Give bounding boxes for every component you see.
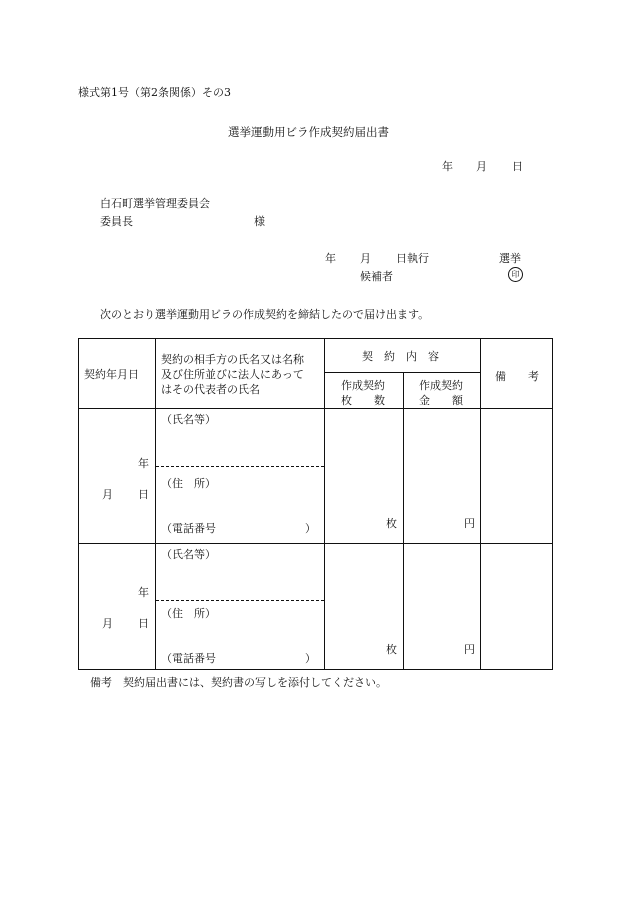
header-date bbox=[79, 339, 156, 409]
row2-remarks bbox=[481, 544, 553, 670]
row1-divider bbox=[156, 466, 324, 467]
table-row bbox=[79, 544, 553, 670]
row2-day: 日 bbox=[138, 617, 149, 630]
footer-note: 備考 契約届出書には、契約書の写しを添付してください。 bbox=[90, 676, 387, 689]
candidate-election: 選挙 bbox=[499, 252, 521, 265]
row1-day: 日 bbox=[138, 488, 149, 501]
header-date-label: 契約年月日 bbox=[84, 368, 139, 381]
row2-name-field: （氏名等） bbox=[161, 548, 216, 561]
row1-remarks bbox=[481, 409, 553, 544]
date-year: 年 bbox=[442, 160, 453, 173]
row2-sheets bbox=[325, 544, 404, 670]
row2-sheets-unit: 枚 bbox=[386, 643, 397, 656]
row1-address-field: （住 所） bbox=[161, 477, 216, 490]
header-party bbox=[156, 339, 325, 409]
row1-name-field: （氏名等） bbox=[161, 413, 216, 426]
row1-amount-unit: 円 bbox=[464, 517, 475, 530]
candidate-month: 月 bbox=[360, 252, 371, 265]
form-id: 様式第1号（第2条関係）その3 bbox=[78, 86, 231, 99]
date-month: 月 bbox=[476, 160, 487, 173]
header-party-line3: はその代表者の氏名 bbox=[161, 383, 260, 396]
row2-month: 月 bbox=[102, 617, 113, 630]
header-contract-label: 契 約 内 容 bbox=[362, 350, 439, 363]
row2-year: 年 bbox=[138, 586, 149, 599]
header-remarks-label: 備 考 bbox=[495, 370, 539, 383]
row1-party bbox=[156, 409, 325, 544]
row1-date bbox=[79, 409, 156, 544]
row2-address-field: （住 所） bbox=[161, 607, 216, 620]
header-party-line1: 契約の相手方の氏名又は名称 bbox=[161, 353, 304, 366]
header-contract bbox=[325, 339, 481, 373]
row2-phone-close: ） bbox=[305, 652, 316, 665]
row2-divider bbox=[156, 600, 324, 601]
seal-mark: 印 bbox=[508, 267, 523, 282]
date-day: 日 bbox=[512, 160, 523, 173]
addressee-sama: 様 bbox=[254, 215, 265, 228]
row2-amount bbox=[404, 544, 481, 670]
header-sheets bbox=[325, 373, 404, 409]
intro-text: 次のとおり選挙運動用ビラの作成契約を締結したので届け出ます。 bbox=[100, 308, 430, 321]
row2-date bbox=[79, 544, 156, 670]
row2-phone-field: （電話番号 bbox=[161, 652, 216, 665]
candidate-label: 候補者 bbox=[360, 270, 393, 283]
row1-phone-field: （電話番号 bbox=[161, 522, 216, 535]
header-remarks bbox=[481, 339, 553, 409]
row1-sheets-unit: 枚 bbox=[386, 517, 397, 530]
page-title: 選挙運動用ビラ作成契約届出書 bbox=[228, 125, 389, 139]
row1-amount bbox=[404, 409, 481, 544]
table-row bbox=[79, 409, 553, 544]
header-amount bbox=[404, 373, 481, 409]
contract-table bbox=[78, 338, 553, 670]
candidate-year: 年 bbox=[325, 252, 336, 265]
header-sheets-line1: 作成契約 bbox=[341, 379, 385, 392]
addressee-line1: 白石町選挙管理委員会 bbox=[100, 197, 210, 210]
header-amount-line2: 金 額 bbox=[419, 394, 463, 407]
row1-month: 月 bbox=[102, 488, 113, 501]
header-amount-line1: 作成契約 bbox=[419, 379, 463, 392]
row1-year: 年 bbox=[138, 457, 149, 470]
header-sheets-line2: 枚 数 bbox=[341, 394, 385, 407]
row2-party bbox=[156, 544, 325, 670]
header-party-line2: 及び住所並びに法人にあって bbox=[161, 368, 304, 381]
candidate-exec: 日執行 bbox=[396, 252, 429, 265]
row2-amount-unit: 円 bbox=[464, 643, 475, 656]
row1-sheets bbox=[325, 409, 404, 544]
addressee-line2: 委員長 bbox=[100, 215, 133, 228]
row1-phone-close: ） bbox=[305, 522, 316, 535]
